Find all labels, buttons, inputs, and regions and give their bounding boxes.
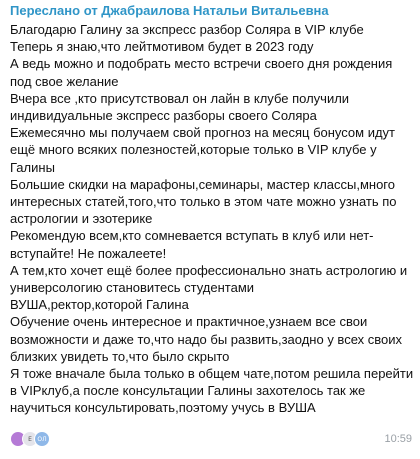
message-text: Благодарю Галину за экспресс разбор Соляра в VIP клубе Теперь я знаю,что лейтмотивом будет в 2023 году А ведь можно и подобрать место встречи своего дня рождения под свое желание Вчера все ,кто присутствовал он лайн в клубе получили индивидуальные экспресс разборы своего Соляра Ежемесячно мы получаем свой прогноз на месяц бонусом идут ещё много всяких полезностей,которые только в VIP клубе у Галины Большие скидки на марафоны,семинары, мастер классы,много интересных статей,того,что только в этом чате можно узнать по астрологии и эзотерике Рекомендую всем,кто сомневается вступать в клуб или нет- вступайте! Не пожалеете! А тем,кто хочет ещё более профессионально знать астрологию и универсологию становитесь студентами ВУША,ректор,которой Галина Обучение очень интересное и практичное,узнаем все свои возможности и даже то,что надо бы развить,заодно у всех своих близких увидеть то,что было скрыто Я тоже вначале была только в общем чате,потом решила перейти в VIPклуб,а после консультации Галины захотелось так же научиться консультировать,поэтому учусь в ВУША xyxy=(10,22,414,416)
reaction-avatar: Е xyxy=(22,431,38,447)
reactions-avatars[interactable] xyxy=(10,431,50,447)
message-footer xyxy=(10,431,412,447)
message-timestamp: 10:59 xyxy=(384,433,412,445)
forwarded-from-header[interactable]: Переслано от Джабраилова Натальи Витальевна xyxy=(10,3,329,18)
reaction-avatar: ОЛ xyxy=(34,431,50,447)
